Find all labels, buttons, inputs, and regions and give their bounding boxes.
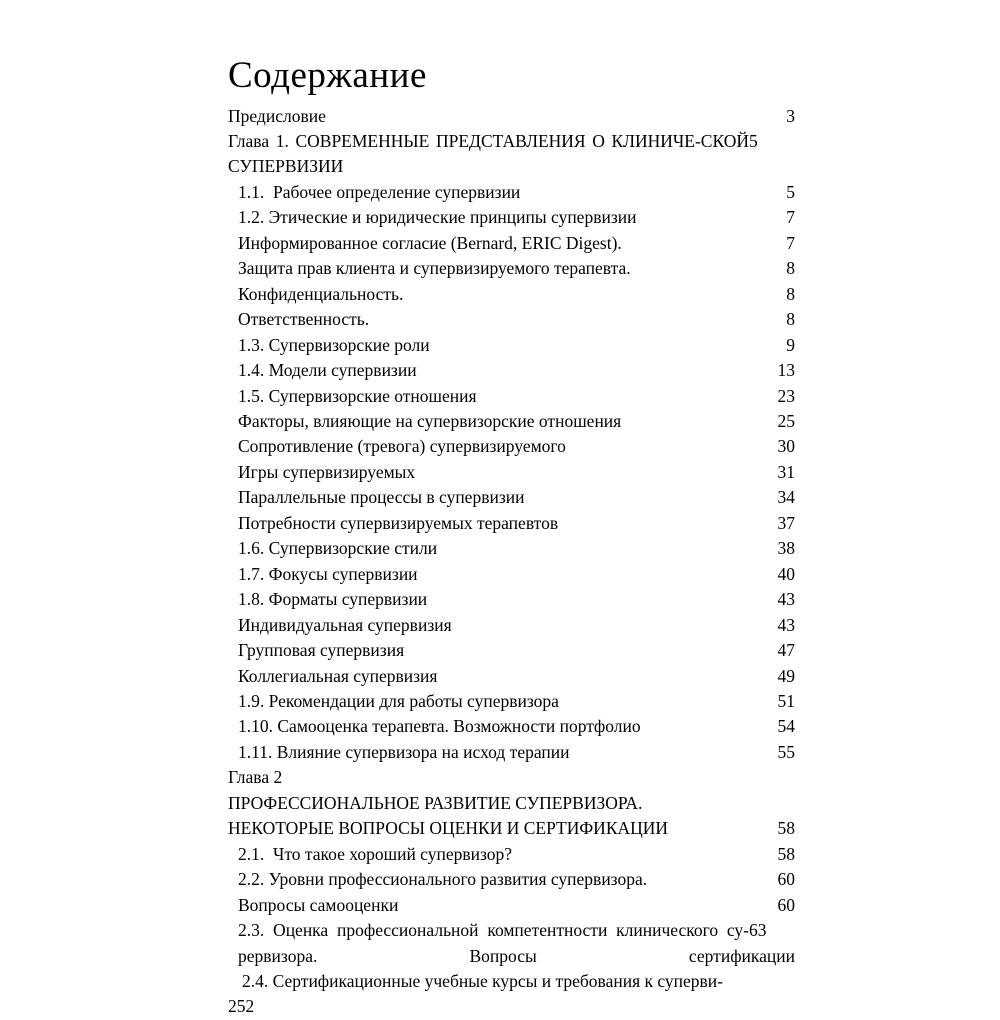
toc-entry-label: 2.1. Что такое хороший супервизор? xyxy=(238,843,513,864)
toc-entry[interactable] xyxy=(228,129,795,180)
toc-entry-label: Ответственность. xyxy=(238,309,370,330)
toc-entry-page: 23 xyxy=(777,385,795,406)
toc-entry-page: 34 xyxy=(777,487,795,508)
toc-entry-label: Коллегиальная супервизия xyxy=(238,665,438,686)
toc-entry-page: 30 xyxy=(777,436,795,457)
page-title: Содержание xyxy=(228,55,427,96)
toc-entry-page: 13 xyxy=(777,360,795,381)
toc-entry[interactable] xyxy=(228,689,795,714)
toc-entry[interactable] xyxy=(228,384,795,409)
toc-entry-label: 1.1. Рабочее определение супервизии xyxy=(238,181,521,202)
toc-entry-label: Сопротивление (тревога) супервизируемого xyxy=(238,436,566,457)
table-of-contents xyxy=(228,104,795,1020)
toc-entry-page: 38 xyxy=(777,538,795,559)
toc-entry-page: 7 xyxy=(786,232,795,253)
toc-entry-label: 1.4. Модели супервизии xyxy=(238,360,417,381)
toc-entry[interactable] xyxy=(228,434,795,459)
toc-entry-page: 60 xyxy=(777,869,795,890)
toc-entry-page: 5 xyxy=(749,131,758,151)
toc-entry-label: 1.6. Супервизорские стили xyxy=(238,538,438,559)
toc-entry[interactable] xyxy=(228,664,795,689)
toc-entry-page: 3 xyxy=(786,105,795,126)
toc-entry[interactable] xyxy=(228,333,795,358)
toc-entry-page: 31 xyxy=(777,461,795,482)
toc-entry[interactable] xyxy=(228,765,795,790)
toc-entry[interactable] xyxy=(228,180,795,205)
toc-entry-label: 1.11. Влияние супервизора на исход терапии xyxy=(238,741,570,762)
toc-entry[interactable] xyxy=(228,460,795,485)
toc-entry-page: 9 xyxy=(786,334,795,355)
toc-entry-page: 8 xyxy=(786,283,795,304)
toc-entry-label: Глава 2 xyxy=(228,767,283,788)
toc-entry-label: 2.4. Сертификационные учебные курсы и требования к суперви- xyxy=(242,970,724,991)
toc-entry-label: 2.2. Уровни профессионального развития супервизора. xyxy=(238,869,648,890)
toc-entry-page: 47 xyxy=(777,640,795,661)
toc-entry[interactable] xyxy=(228,613,795,638)
toc-entry-page: 58 xyxy=(777,843,795,864)
toc-entry[interactable] xyxy=(228,791,795,816)
toc-entry-page: 43 xyxy=(777,589,795,610)
toc-entry[interactable] xyxy=(228,307,795,332)
toc-entry-page: 49 xyxy=(777,665,795,686)
toc-entry[interactable] xyxy=(228,511,795,536)
toc-entry[interactable] xyxy=(228,842,795,867)
toc-entry-label: 1.8. Форматы супервизии xyxy=(238,589,428,610)
toc-entry[interactable] xyxy=(228,562,795,587)
toc-entry[interactable] xyxy=(228,816,795,841)
toc-entry-page: 25 xyxy=(777,410,795,431)
toc-entry-page: 51 xyxy=(777,690,795,711)
toc-entry-label: 1.5. Супервизорские отношения xyxy=(238,385,477,406)
toc-entry-label: Конфиденциальность. xyxy=(238,283,404,304)
toc-entry-page: 7 xyxy=(786,207,795,228)
toc-entry[interactable] xyxy=(228,205,795,230)
toc-entry-label: 1.2. Этические и юридические принципы супервизии xyxy=(238,207,637,228)
toc-entry-label: Групповая супервизия xyxy=(238,640,405,661)
toc-entry-label: 1.10. Самооценка терапевта. Возможности портфолио xyxy=(238,716,641,737)
toc-entry[interactable] xyxy=(228,282,795,307)
toc-entry-label: Вопросы самооценки xyxy=(238,894,399,915)
toc-entry-page: 37 xyxy=(777,512,795,533)
toc-entry[interactable] xyxy=(228,969,795,994)
page-footer-number: 252 xyxy=(228,996,255,1017)
toc-entry[interactable] xyxy=(228,587,795,612)
toc-entry-page: 60 xyxy=(777,894,795,915)
toc-entry-page: 40 xyxy=(777,563,795,584)
toc-entry-page: 63 xyxy=(749,920,767,941)
toc-entry[interactable] xyxy=(228,485,795,510)
toc-entry[interactable] xyxy=(228,638,795,663)
toc-entry-label: 2.3. Оценка профессиональной компетентности клинического су-pервизора. Вопросы сертификации xyxy=(238,920,795,966)
toc-entry-label: 1.7. Фокусы супервизии xyxy=(238,563,418,584)
toc-entry-page: 8 xyxy=(786,309,795,330)
toc-entry-label: Потребности супервизируемых терапевтов xyxy=(238,512,559,533)
toc-entry-label: Глава 1. СОВРЕМЕННЫЕ ПРЕДСТАВЛЕНИЯ О КЛИНИЧЕ-СКОЙ СУПЕРВИЗИИ xyxy=(228,131,749,177)
toc-entry-label: Защита прав клиента и супервизируемого терапевта. xyxy=(238,258,631,279)
toc-entry[interactable] xyxy=(228,409,795,434)
toc-entry-page: 58 xyxy=(777,818,795,839)
toc-entry[interactable] xyxy=(228,918,795,969)
toc-entry[interactable] xyxy=(228,867,795,892)
toc-entry[interactable] xyxy=(228,893,795,918)
toc-entry[interactable] xyxy=(228,536,795,561)
toc-entry-label: 1.9. Рекомендации для работы супервизора xyxy=(238,690,559,711)
toc-entry-page: 8 xyxy=(786,258,795,279)
toc-entry-label: ПРОФЕССИОНАЛЬНОЕ РАЗВИТИЕ СУПЕРВИЗОРА. xyxy=(228,792,643,813)
toc-entry-page: 43 xyxy=(777,614,795,635)
toc-entry[interactable] xyxy=(228,231,795,256)
toc-entry-label: НЕКОТОРЫЕ ВОПРОСЫ ОЦЕНКИ И СЕРТИФИКАЦИИ xyxy=(228,818,669,839)
toc-entry[interactable] xyxy=(228,714,795,739)
toc-entry-label: Информированное согласие (Bernard, ERIC Digest). xyxy=(238,232,622,253)
toc-entry-label: 1.3. Супервизорские роли xyxy=(238,334,430,355)
toc-entry-label: Параллельные процессы в супервизии xyxy=(238,487,525,508)
toc-entry-label: Факторы, влияющие на супервизорские отношения xyxy=(238,410,622,431)
toc-entry[interactable] xyxy=(228,104,795,129)
toc-entry-label: Предисловие xyxy=(228,105,326,126)
toc-entry-page: 5 xyxy=(786,181,795,202)
toc-entry[interactable] xyxy=(228,256,795,281)
toc-entry-label: Индивидуальная супервизия xyxy=(238,614,452,635)
toc-entry[interactable] xyxy=(228,358,795,383)
toc-entry[interactable] xyxy=(228,740,795,765)
toc-entry-label: Игры супервизируемых xyxy=(238,461,416,482)
toc-entry-page: 55 xyxy=(777,741,795,762)
toc-entry-page: 54 xyxy=(777,716,795,737)
